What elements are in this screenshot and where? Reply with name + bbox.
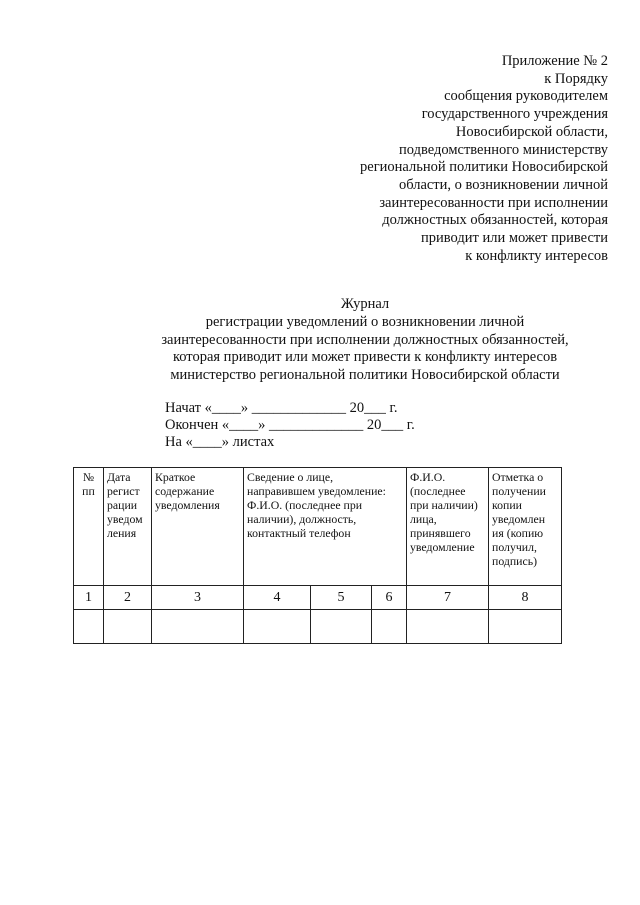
column-number: 6 [372, 586, 407, 610]
title-line: заинтересованности при исполнении должностных обязанностей, [161, 331, 569, 348]
appendix-line: подведомственного министерству [399, 141, 608, 158]
appendix-line: должностных обязанностей, которая [382, 212, 608, 229]
header-cell-sender-info: Сведение о лице, направившем уведомление: Ф.И.О. (последнее при наличии), должность, контактный телефон [244, 468, 407, 586]
table-number-row [74, 586, 562, 610]
table-cell [489, 610, 562, 644]
table-cell [104, 610, 152, 644]
journal-meta [165, 400, 415, 451]
appendix-line: государственного учреждения [421, 106, 608, 123]
column-number: 5 [311, 586, 372, 610]
header-cell-copy-mark: Отметка о получении копии уведомлен ия (копию получил, подпись) [489, 468, 562, 586]
table-row [74, 610, 562, 644]
header-cell-date: Дата регист рации уведом ления [104, 468, 152, 586]
appendix-header [288, 53, 608, 265]
title-line: регистрации уведомлений о возникновении личной [205, 313, 525, 330]
appendix-line: сообщения руководителем [444, 88, 608, 105]
appendix-line: к Порядку [544, 70, 608, 87]
appendix-line: региональной политики Новосибирской [360, 159, 608, 176]
column-number: 8 [489, 586, 562, 610]
title-line: Журнал [340, 296, 390, 312]
table-cell [311, 610, 372, 644]
column-number: 7 [407, 586, 489, 610]
journal-table [73, 467, 562, 644]
table-cell [244, 610, 311, 644]
journal-title [100, 296, 630, 385]
appendix-line: Новосибирской области, [455, 123, 608, 140]
table-header-row [74, 468, 562, 586]
table-cell [407, 610, 489, 644]
title-line: министерство региональной политики Новосибирской области [170, 367, 560, 384]
ended-line: Окончен «____» _____________ 20___ г. [165, 417, 415, 433]
appendix-line: приводит или может привести [421, 230, 608, 247]
column-number: 4 [244, 586, 311, 610]
table-cell [152, 610, 244, 644]
table-cell [74, 610, 104, 644]
appendix-line: Приложение № 2 [501, 53, 608, 69]
appendix-line: заинтересованности при исполнении [379, 194, 608, 211]
header-cell-summary: Краткое содержание уведомления [152, 468, 244, 586]
header-cell-number: № пп [74, 468, 104, 586]
table-cell [372, 610, 407, 644]
title-line: которая приводит или может привести к конфликту интересов [172, 349, 558, 366]
column-number: 2 [104, 586, 152, 610]
appendix-line: к конфликту интересов [465, 247, 608, 264]
column-number: 3 [152, 586, 244, 610]
appendix-line: области, о возникновении личной [398, 176, 608, 193]
sheets-line: На «____» листах [165, 434, 275, 450]
header-cell-receiver: Ф.И.О. (последнее при наличии) лица, принявшего уведомление [407, 468, 489, 586]
column-number: 1 [74, 586, 104, 610]
started-line: Начат «____» _____________ 20___ г. [165, 400, 398, 416]
